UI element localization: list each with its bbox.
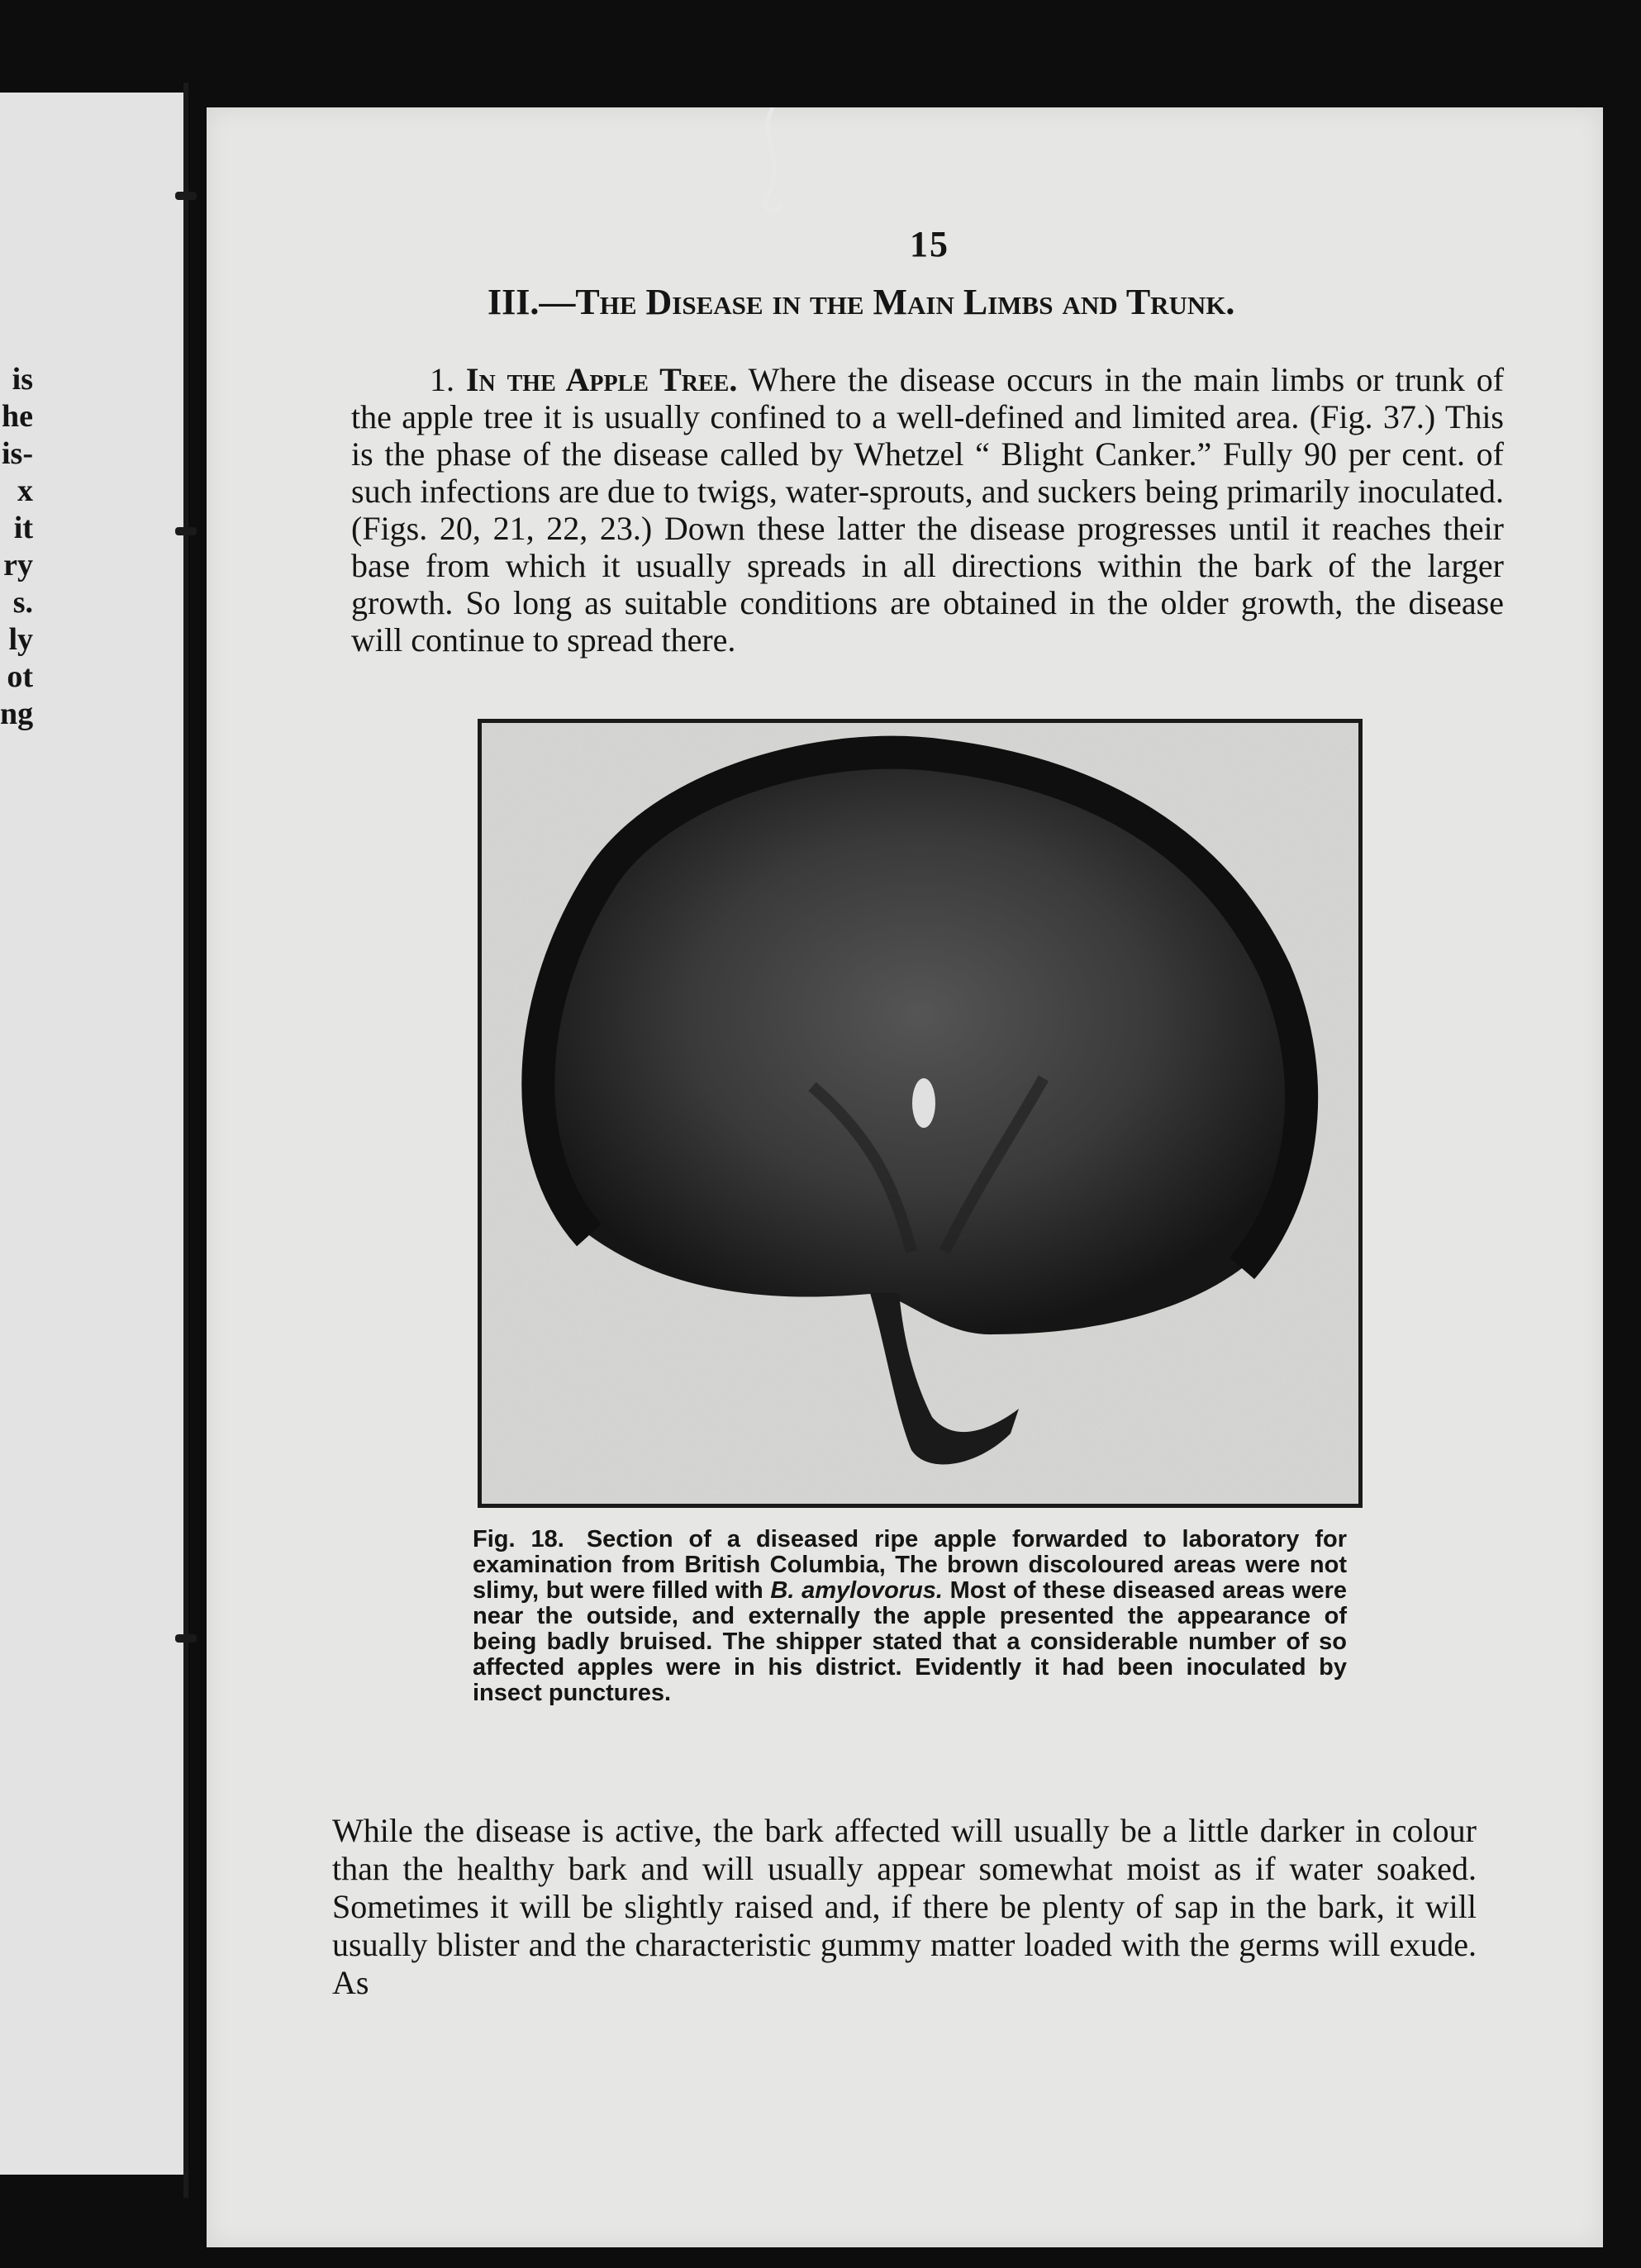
left-fragment: he xyxy=(2,399,33,434)
apple-section-image xyxy=(482,723,1358,1504)
left-fragment: x xyxy=(17,473,33,508)
left-page-edge xyxy=(0,93,188,2175)
binding-mark xyxy=(175,1634,197,1643)
binding-mark xyxy=(175,192,197,200)
paragraph-lead: In the Apple Tree. xyxy=(465,361,738,398)
left-fragment: ry xyxy=(3,548,33,582)
section-heading xyxy=(488,281,1396,323)
left-page-text-fragments xyxy=(0,361,33,733)
caption-text: Section of a diseased ripe apple forwarded to laboratory for examination from British Columbia, The brown discoloured areas were not slimy, but were filled with xyxy=(473,1526,1347,1604)
section-title: The Disease in the Main Limbs and Trunk. xyxy=(575,282,1235,322)
binding-mark xyxy=(175,527,197,535)
binding-thread xyxy=(748,107,797,223)
left-fragment: ng xyxy=(0,697,34,731)
caption-species: B. amylovorus. xyxy=(770,1577,943,1604)
section-numeral: III. xyxy=(488,282,540,322)
paragraph-number: 1. xyxy=(430,361,454,398)
left-fragment: ly xyxy=(8,622,33,657)
left-fragment: it xyxy=(13,511,33,545)
left-fragment: is xyxy=(12,362,33,397)
caption-text-continued: Most of these diseased areas were near the outside, and externally the apple presented the appearance of being badly bruised. The shipper stated that a considerable number of so affected apples were in his district. Evidently it had been inoculated by insect punctures. xyxy=(473,1577,1347,1706)
figure-caption xyxy=(473,1527,1347,1706)
left-fragment: is- xyxy=(2,436,33,471)
paragraph-text: Where the disease occurs in the main limbs or trunk of the apple tree it is usually confined to a well-defined and limited area. (Fig. 37.) This is the phase of the disease called by Whetzel “ Blight Canker.” Fully 90 per cent. of such infections are due to twigs, water-sprouts, and suckers being primarily inoculated. (Figs. 20, 21, 22, 23.) Down these latter the disease progresses until it reaches their base from which it usually spreads in all directions within the bark of the larger growth. So long as suitable conditions are obtained in the older growth, the disease will continue to spread there. xyxy=(351,361,1505,659)
intro-paragraph xyxy=(351,361,1504,659)
body-paragraph: While the disease is active, the bark affected will usually be a little darker in colour than the healthy bark and will usually appear somewhat moist as if water soaked. Sometimes it will be slightly raised and, if there be plenty of sap in the bark, it will usually blister and the characteristic gummy matter loaded with the germs will exude. As xyxy=(332,1812,1477,2001)
left-fragment: ot xyxy=(7,659,33,694)
apple-core-cavity xyxy=(912,1078,935,1128)
book-gutter xyxy=(183,83,188,2198)
heading-dash: — xyxy=(539,282,576,322)
caption-label: Fig. 18. xyxy=(473,1526,564,1552)
page-number: 15 xyxy=(910,224,949,264)
figure-photo xyxy=(478,719,1363,1508)
left-fragment: s. xyxy=(12,585,33,620)
